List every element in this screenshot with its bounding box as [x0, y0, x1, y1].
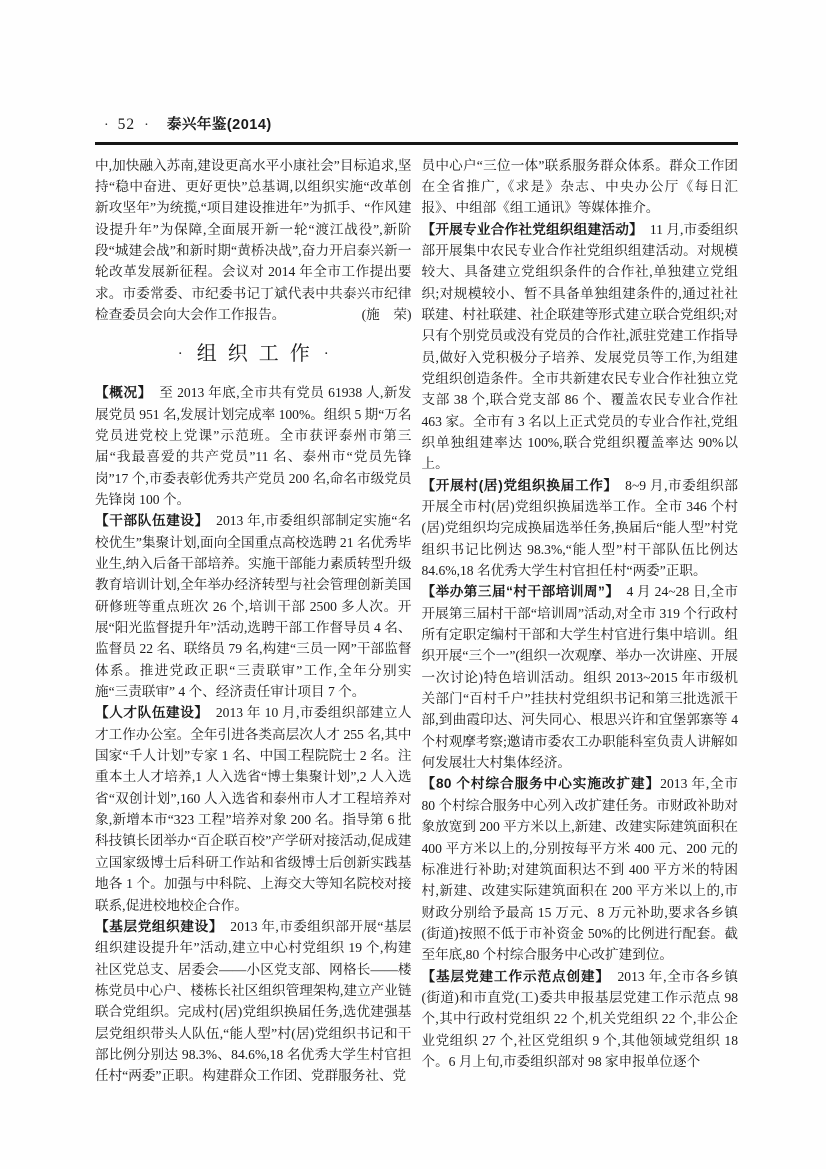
section-heading — [95, 339, 412, 369]
entry-text: 11 月,市委组织部开展集中农民专业合作社党组织组建活动。对规模较大、具备建立党组织条件的合作社,单独建立党组织;对规模较小、暂不具备单独组建条件的,通过社社联建、村社联建、社企联建等形式建立联合党组织;对只有个别党员或没有党员的合作社,派驻党建工作指导员,做好入党积极分子培养、发展党员等工作,为组建党组织创造条件。全市共新建农民专业合作社独立党支部 38 个,联合党支部 86 个、覆盖农民专业合作社 463 家。全市有 3 名以上正式党员的专业合作社,党组织单独组建率达 100%,联合党组织覆盖率达 90%以上。 — [421, 221, 738, 472]
entry-label: 【概况】 — [95, 385, 146, 401]
entry-demonstration-site-creation — [422, 966, 739, 1073]
two-column-body — [95, 155, 738, 1087]
author-attribution: (施 荣) — [361, 306, 412, 322]
entry-text: 2013 年,全市各乡镇(街道)和市直党(工)委共申报基层党建工作示范点 98 个,其中行政村党组织 22 个,机关党组织 22 个,非公企业党组织 27 个,社区党组织 9 个,其他领域党组织 18 个。6 月上旬,市委组织部对 98 家申报单位逐个 — [421, 968, 738, 1069]
entry-village-cadre-training-week — [422, 581, 739, 773]
book-title: 泰兴年鉴(2014) — [166, 117, 272, 133]
continuation-paragraph — [422, 155, 739, 219]
entry-village-party-election — [422, 475, 739, 582]
continuation-text: 员中心户“三位一体”联系服务群众体系。群众工作团在全省推广,《求是》杂志、中央办公厅《每日汇报》、中组部《组工通讯》等媒体推介。 — [421, 157, 738, 216]
entry-text: 4 月 24~28 日,全市开展第三届村干部“培训周”活动,对全市 319 个行政村所有定职定编村干部和大学生村官进行集中培训。组织开展“三个一”(组织一次观摩、举办一次讲座、开展一次讨论)特色培训活动。组织 2013~2015 年市级机关部门“百村千户”挂扶村党组织书记和第三批选派干部,到曲霞印达、河失同心、根思兴许和宜堡郭寨等 4 个村观摩考察;邀请市委农工办职能科室负责人讲解如何发展壮大村集体经济。 — [421, 584, 739, 771]
entry-text: 2013 年,市委组织部开展“基层组织建设提升年”活动,建立中心村党组织 19 个,构建社区党总支、居委会——小区党支部、网格长——楼栋党员中心户、楼栋长社区组织管理架构,建立产业链联合党组织。完成村(居)党组织换届任务,选优建强基层党组织带头人队伍,“能人型”村(居)党组织书记和干部比例分别达 98.3%、84.6%,18 名优秀大学生村官担任村“两委”正职。构建群众工作团、党群服务社、党 — [95, 918, 412, 1084]
entry-grassroots-party-building — [95, 916, 412, 1087]
entry-text: 2013 年,全市 80 个村综合服务中心列入改扩建任务。市财政补助对象放宽到 200 平方米以上,新建、改建实际建筑面积在 400 平方米以上的,分别按每平方米 400 元、200 元的标准进行补助;对建筑面积达不到 400 平方米的特困村,新建、改建实际建筑面积在 200 平方米以上的,市财政分别给予最高 15 万元、8 万元补助,要求各乡镇(街道)按照不低于市补资金 50%的比例进行配套。截至年底,80 个村综合服务中心改扩建到位。 — [421, 776, 739, 963]
page-content — [95, 116, 738, 1087]
entry-label: 【开展专业合作社党组织组建活动】 — [421, 221, 637, 237]
entry-label: 【举办第三届“村干部培训周”】 — [421, 584, 613, 600]
heading-dot-left: · — [177, 346, 183, 363]
heading-dot-right: · — [323, 346, 329, 363]
entry-talent-team-building — [95, 702, 412, 915]
header-dot-left: · — [104, 118, 109, 133]
entry-label: 【80 个村综合服务中心实施改扩建】 — [421, 776, 661, 792]
entry-label: 【基层党组织建设】 — [95, 918, 217, 934]
entry-text: 2013 年 10 月,市委组织部建立人才工作办公室。全年引进各类高层次人才 255 名,其中国家“千人计划”专家 1 名、中国工程院院士 2 名。注重本土人才培养,1 人入选省“博士集聚计划”,2 人入选省“双创计划”,160 人入选省和泰州市人才工程培养对象,新增本市“323 工程”培养对象 200 名。指导第 6 批科技镇长团举办“百企联百校”产学研对接活动,促成建立国家级博士后科研工作站和省级博士后创新实践基地各 1 个。加强与中科院、上海交大等知名院校对接联系,促进校地校企合作。 — [95, 705, 412, 913]
entry-overview — [95, 382, 412, 510]
entry-text: 8~9 月,市委组织部开展全市村(居)党组织换届选举工作。全市 346 个村(居)党组织均完成换届选举任务,换届后“能人型”村党组织书记比例达 98.3%,“能人型”村干部队伍比例达 84.6%,18 名优秀大学生村官担任村“两委”正职。 — [421, 477, 738, 579]
entry-coop-party-org-activity — [422, 219, 739, 475]
continuation-text: 中,加快融入苏南,建设更高水平小康社会”目标追求,坚持“稳中奋进、更好更快”总基调,以组织实施“改革创新攻坚年”为统揽,“项目建设推进年”为抓手、“作风建设提升年”为保障,全面展开新一轮“渡江战役”,新阶段“城建会战”和新时期“黄桥决战”,奋力开启泰兴新一轮改革发展新征程。会议对 2014 年全市工作提出要求。市委常委、市纪委书记丁斌代表中共泰兴市纪律检查委员会向大会作工作报告。 — [95, 157, 412, 322]
entry-cadre-team-building — [95, 510, 412, 702]
entry-label: 【开展村(居)党组织换届工作】 — [421, 477, 612, 493]
page-number: 52 — [117, 116, 136, 133]
right-column — [422, 155, 739, 1087]
entry-text: 至 2013 年底,全市共有党员 61938 人,新发展党员 951 名,发展计划完成率 100%。组织 5 期“万名党员进党校上党课”示范班。全市获评泰州市第三届“我最喜爱的共产党员”11 名、泰州市“党员先锋岗”17 个,市委表彰优秀共产党员 200 名,命名市级党员先锋岗 100 个。 — [95, 385, 412, 507]
entry-label: 【人才队伍建设】 — [95, 705, 202, 721]
header-rule — [95, 142, 738, 145]
section-heading-text: 组织工作 — [196, 343, 321, 366]
continuation-paragraph — [95, 155, 412, 326]
page-header — [95, 116, 738, 135]
entry-service-center-renovation — [422, 773, 739, 965]
entry-text: 2013 年,市委组织部制定实施“名校优生”集聚计划,面向全国重点高校选聘 21 名优秀毕业生,纳入后备干部培养。实施干部能力素质转型升级教育培训计划,全年举办经济转型与社会管理创新美国研修班等重点班次 26 个,培训干部 2500 多人次。开展“阳光监督提升年”活动,选聘干部工作督导员 4 名、监督员 22 名、联络员 79 名,构建“三员一网”干部监督体系。推进党政正职“三责联审”工作,全年分别实施“三责联审” 4 个、经济责任审计项目 7 个。 — [95, 513, 412, 700]
entry-label: 【干部队伍建设】 — [95, 513, 203, 529]
left-column — [95, 155, 412, 1087]
header-dot-right: · — [144, 118, 149, 133]
entry-label: 【基层党建工作示范点创建】 — [421, 968, 604, 984]
